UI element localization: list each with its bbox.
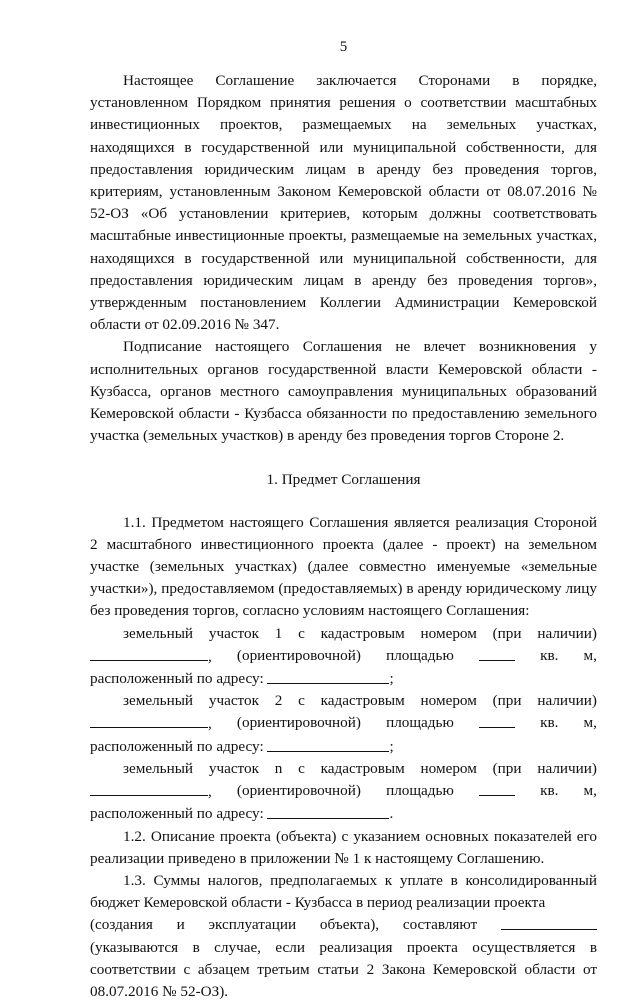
tax-word: и (176, 916, 185, 934)
paragraph-signing-obligations: Подписание настоящего Соглашения не влечет возникновения у исполнительных органов государственной власти Кемеровской области - Кузбасса, органов местного самоуправления муниципальных образований Кемеровской области - Кузбасса обязанности по предоставлению земельного участка (земельных участков) в аренду без проведения торгов Стороне 2. (90, 338, 597, 445)
address-field[interactable] (267, 668, 389, 684)
cadastral-number-field[interactable] (90, 712, 212, 735)
plot-line-area (90, 712, 597, 735)
plot-word: (при (492, 692, 522, 710)
tax-amount-line (90, 914, 597, 936)
plot-line-area (90, 780, 597, 803)
comma: , (208, 715, 212, 733)
plot-word: номером (420, 692, 477, 710)
plot-word: (при (492, 759, 522, 777)
paragraph-project-description: 1.2. Описание проекта (объекта) с указанием основных показателей его реализации приведено в приложении № 1 к настоящему Соглашению. (90, 827, 597, 867)
plot-word: площадью (386, 714, 454, 732)
plot-word: кадастровым (320, 759, 405, 777)
address-label: расположенный по адресу: (90, 670, 264, 688)
unit-label: м, (583, 646, 597, 664)
plot-word: наличии) (537, 624, 597, 642)
unit-label: кв. (540, 646, 559, 664)
plot-entry (90, 758, 597, 826)
plot-word: с (298, 624, 305, 642)
paragraph-tax-note: (указываются в случае, если реализация проекта осуществляется в соответствии с абзацем третьим статьи 2 Закона Кемеровской области от 08.07.2016 № 52-ОЗ). (90, 938, 597, 1000)
address-label: расположенный по адресу: (90, 805, 264, 823)
unit-label: кв. (540, 782, 559, 800)
tax-word: эксплуатации (208, 916, 297, 934)
tax-word: объекта), (319, 916, 380, 934)
area-field[interactable] (479, 712, 515, 728)
unit-label: кв. (540, 714, 559, 732)
plot-word: наличии) (537, 692, 597, 710)
plot-line-address (90, 803, 597, 825)
address-label: расположенный по адресу: (90, 737, 264, 755)
cadastral-number-field[interactable] (90, 645, 212, 668)
plot-line-address (90, 668, 597, 690)
plot-word: (ориентировочной) (236, 782, 361, 800)
paragraph-agreement-basis: Настоящее Соглашение заключается Сторонами в порядке, установленном Порядком принятия решения о соответствии масштабных инвестиционных проектов, размещаемых на земельных участках, находящихся в государственной или муниципальной собственности, для предоставления юридическим лицам в аренду без проведения торгов, критериям, установленным Законом Кемеровской области от 08.07.2016 № 52-ОЗ «Об установлении критериев, которым должны соответствовать масштабные инвестиционные проекты, размещаемые на земельных участках, находящихся в государственной или муниципальной собственности, для предоставления юридическим лицам в аренду без проведения торгов», утвержденным постановлением Коллегии Администрации Кемеровской области от 02.09.2016 № 347. (90, 72, 597, 334)
comma: , (208, 783, 212, 801)
plot-word: земельный (123, 624, 194, 642)
plot-word: земельный (123, 759, 194, 777)
plot-number: 1 (274, 624, 283, 642)
page-number: 5 (339, 39, 348, 55)
plot-word: (ориентировочной) (236, 714, 361, 732)
unit-label: м, (583, 714, 597, 732)
plot-word: площадью (386, 646, 454, 664)
plot-word: с (298, 692, 305, 710)
tax-amount-field[interactable] (501, 914, 597, 930)
address-field[interactable] (267, 736, 389, 752)
paragraph-subject: 1.1. Предметом настоящего Соглашения является реализация Стороной 2 масштабного инвестиционного проекта (далее - проект) на земельном участке (земельных участках) (далее совместно именуемые «земельные участки»), предоставляемом (предоставляемых) в аренду юридическому лицу без проведения торгов, согласно условиям настоящего Соглашения: (90, 513, 597, 620)
cadastral-number-field[interactable] (90, 780, 212, 803)
plot-word: кадастровым (320, 692, 405, 710)
address-field[interactable] (267, 803, 389, 819)
plot-word: с (298, 759, 305, 777)
plot-line-cadastral (90, 623, 597, 645)
tax-word: (создания (90, 916, 153, 934)
unit-label: м, (583, 782, 597, 800)
plot-line-area (90, 645, 597, 668)
plot-word: площадью (386, 782, 454, 800)
plot-number: n (274, 759, 283, 777)
plot-word: номером (420, 759, 477, 777)
plot-word: участок (208, 692, 259, 710)
plot-word: участок (208, 759, 259, 777)
comma: , (208, 647, 212, 665)
plot-entry (90, 623, 597, 691)
area-field[interactable] (479, 645, 515, 661)
plot-line-cadastral (90, 758, 597, 780)
plot-word: (ориентировочной) (236, 646, 361, 664)
plot-word: (при (492, 624, 522, 642)
plot-word: кадастровым (320, 624, 405, 642)
plot-word: земельный (123, 692, 194, 710)
punctuation: ; (389, 670, 394, 688)
plot-word: номером (420, 624, 477, 642)
punctuation: . (389, 805, 394, 823)
paragraph-tax-amounts: 1.3. Суммы налогов, предполагаемых к уплате в консолидированный бюджет Кемеровской области - Кузбасса в период реализации проекта (90, 871, 597, 912)
plot-line-cadastral (90, 690, 597, 712)
tax-word: составляют (402, 916, 478, 934)
punctuation: ; (389, 737, 394, 755)
area-field[interactable] (479, 780, 515, 796)
document-body (90, 70, 597, 1003)
plot-number: 2 (274, 692, 283, 710)
plot-line-address (90, 736, 597, 758)
plot-word: участок (208, 624, 259, 642)
section-heading: 1. Предмет Соглашения (266, 471, 421, 489)
plot-word: наличии) (537, 759, 597, 777)
plot-entry (90, 690, 597, 758)
